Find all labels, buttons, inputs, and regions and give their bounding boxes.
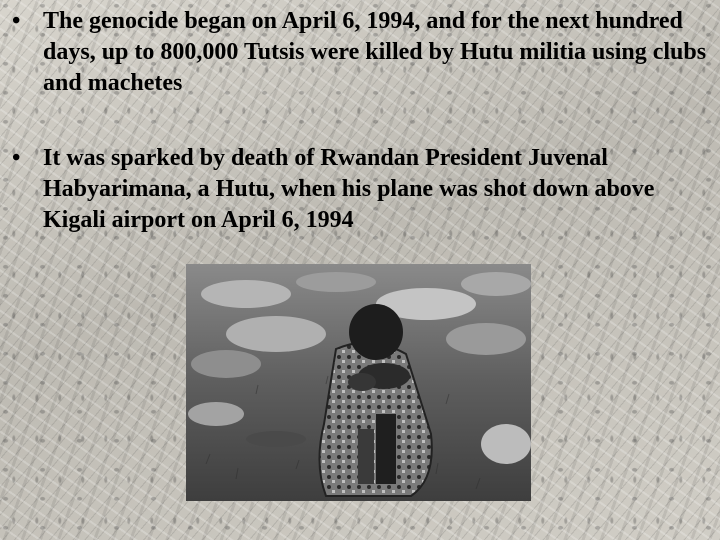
photo-image bbox=[186, 264, 531, 501]
bullet-text: The genocide began on April 6, 1994, and for the next hundred days, up to 800,000 Tutsis were killed by Hutu militia using clubs and machetes bbox=[43, 8, 707, 96]
photo bbox=[186, 264, 531, 501]
bullet-text: It was sparked by death of Rwandan President Juvenal Habyarimana, a Hutu, when his plane was shot down above Kigali airport on April 6, 1994 bbox=[43, 145, 655, 233]
bullet-marker: • bbox=[12, 8, 21, 34]
bullet-marker: • bbox=[12, 145, 21, 171]
